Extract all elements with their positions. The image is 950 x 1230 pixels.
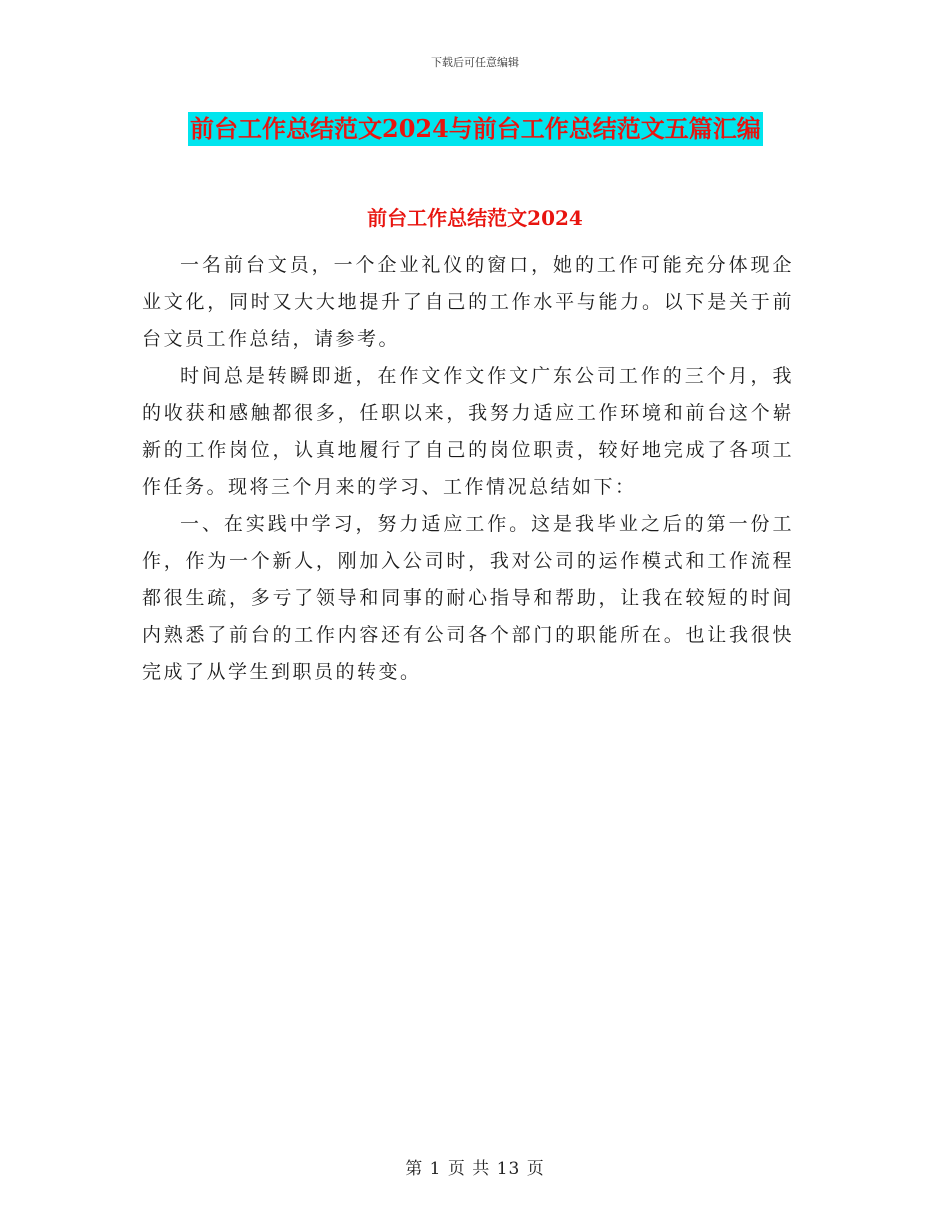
section-title: 前台工作总结范文2024 — [367, 206, 583, 230]
document-body — [142, 247, 794, 691]
document-title-container — [188, 112, 763, 146]
paragraph: 时间总是转瞬即逝，在作文作文作文广东公司工作的三个月，我的收获和感触都很多，任职以来，我努力适应工作环境和前台这个崭新的工作岗位，认真地履行了自己的岗位职责，较好地完成了各项工作任务。现将三个月来的学习、工作情况总结如下： — [142, 365, 794, 498]
page-header-note: 下载后可任意编辑 — [431, 56, 519, 69]
page-number-footer: 第 1 页 共 13 页 — [405, 1159, 545, 1179]
paragraph: 一名前台文员，一个企业礼仪的窗口，她的工作可能充分体现企业文化，同时又大大地提升了自己的工作水平与能力。以下是关于前台文员工作总结，请参考。 — [142, 254, 794, 350]
document-title: 前台工作总结范文2024与前台工作总结范文五篇汇编 — [188, 112, 763, 146]
paragraph: 一、在实践中学习，努力适应工作。这是我毕业之后的第一份工作，作为一个新人，刚加入公司时，我对公司的运作模式和工作流程都很生疏，多亏了领导和同事的耐心指导和帮助，让我在较短的时间内熟悉了前台的工作内容还有公司各个部门的职能所在。也让我很快完成了从学生到职员的转变。 — [142, 513, 794, 683]
